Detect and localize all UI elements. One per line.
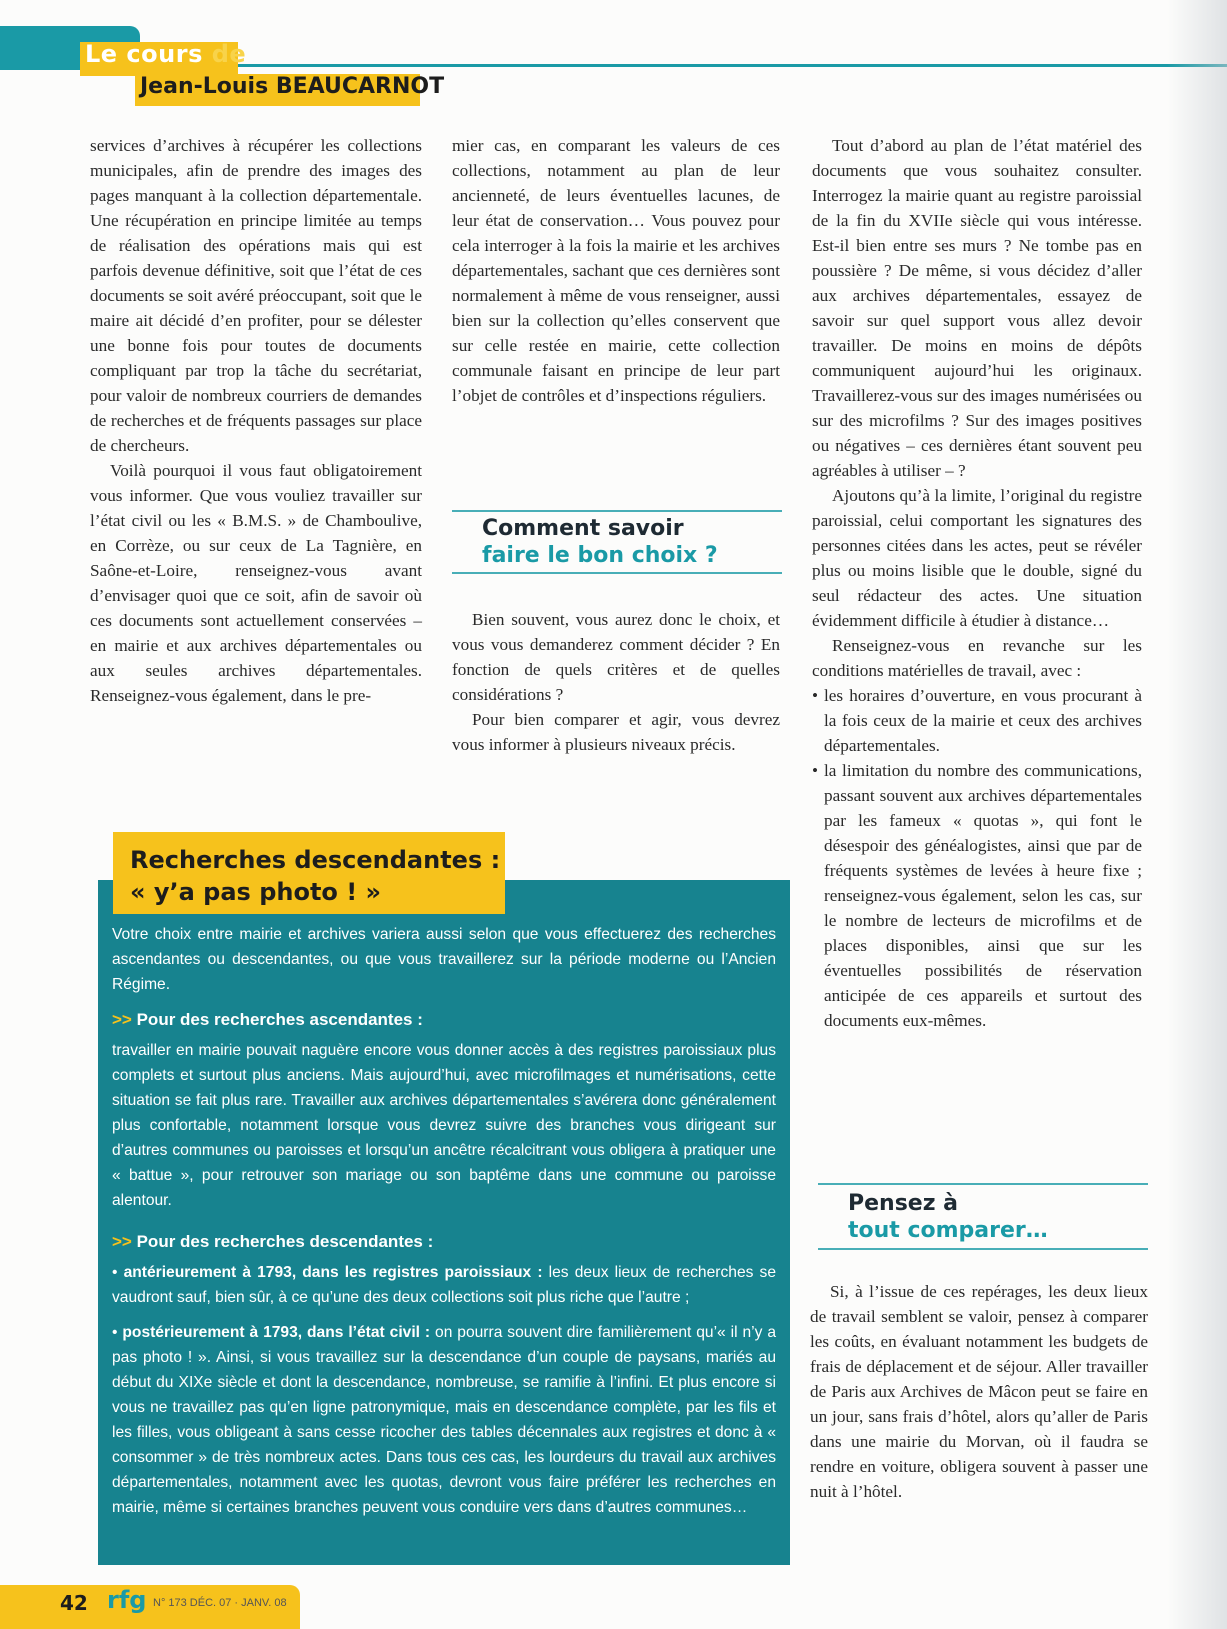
sidebar-subheading [112,1229,776,1254]
bullet-item: • la limitation du nombre des communications, passant souvent aux archives départementales par les fameux « quotas », qui font le désespoir des généalogistes, ainsi que par de fréquents systèmes de levées à heure fixe ; renseignez-vous également, selon les cas, sur le nombre de lecteurs de microfilms et de places disponibles, ainsi que sur les éventuelles possibilités de réservation anticipée de ces appareils et surtout des documents eux-mêmes. [812,758,1142,1033]
paragraph: mier cas, en comparant les valeurs de ces collections, notamment au plan de leur ancienneté, de leurs éventuelles lacunes, de leur état de conservation… Vous pouvez pour cela interroger à la fois la mairie et les archives départementales, sachant que ces dernières sont normalement à même de vous renseigner, aussi bien sur la collection qu’elles conservent que sur celle restée en mairie, cette collection communale faisant en principe de leur part l’objet de contrôles et d’inspections réguliers. [452,136,780,405]
section-heading-line1: Pensez à [848,1191,959,1216]
heading-rule-bottom [818,1248,1148,1250]
sidebar-intro: Votre choix entre mairie et archives variera aussi selon que vous effectuerez des recherches ascendantes ou descendantes, ou que vous travaillerez sur la période moderne ou l’Ancien Régime. [112,926,776,993]
column-title [85,40,246,68]
binding-shadow [1167,0,1227,1629]
paragraph: Pour bien comparer et agir, vous devrez vous informer à plusieurs niveaux précis. [452,710,780,754]
sidebar-subheading-text: Pour des recherches descendantes : [136,1232,434,1251]
paragraph: services d’archives à récupérer les collections municipales, afin de prendre des images des pages manquant à la collection départementale. Une récupération en principe limitée au temps de réalisation des opérations mais qui est parfois devenue définitive, soit que l’état de ces documents se soit avéré préoccupant, soit que le maire ait décidé d’en profiter, pour se délester une bonne fois pour toutes de documents compliquant par trop la tâche du secrétariat, pour valoir de nombreux courriers de demandes de recherches et de fréquents passages sur place de chercheurs. [90,136,422,455]
section-heading-comparer [848,1190,1048,1244]
column-title-text: Le cours [85,40,212,68]
paragraph: Si, à l’issue de ces repérages, les deux lieux de travail semblent se valoir, pensez à comparer les coûts, en évaluant notamment les budgets de frais de déplacement et de séjour. Aller travailler de Paris aux Archives de Mâcon peut se faire en un jour, sans frais d’hôtel, alors qu’aller de Paris dans une mairie du Morvan, où il faudra se rendre en voiture, obligera souvent à passer une nuit à l’hôtel. [810,1282,1148,1501]
sidebar-bullet: • antérieurement à 1793, dans les registres paroissiaux : les deux lieux de recherches se vaudront sauf, bien sûr, à ce qu’une des deux collections soit plus riche que l’autre ; [112,1264,776,1306]
bullet-text: on pourra souvent dire familièrement qu’« il n’y a pas photo ! ». Ainsi, si vous travaillez sur la descendance d’un couple de paysans, mariés au début du XIXe siècle et dont la descendance, nombreuse, se ramifie à l’infini. Et plus encore si vous ne travaillez pas qu’en ligne patronymique, mais en descendance complète, par les fils et les filles, vous obligeant à sans cesse ricocher des tables décennales aux registres et donc à « consommer » de très nombreux actes. Dans tous ces cas, les lourdeurs du travail aux archives départementales, notamment avec les quotas, devront vous faire préférer les recherches en mairie, même si certaines branches peuvent vous conduire vers dans d’autres communes… [112,1324,777,1516]
column-3-continued [810,1279,1148,1504]
brand-logo: rfg [107,1586,147,1614]
sidebar-title-line2: « y’a pas photo ! » [130,878,382,906]
column-title-de: de [211,40,247,68]
section-heading-line1: Comment savoir [482,516,684,541]
bullet-lead: antérieurement à 1793, dans les registres paroissiaux : [123,1264,543,1281]
heading-rule-top [452,510,782,512]
issue-info: N° 173 DÉC. 07 · JANV. 08 [153,1597,287,1609]
column-3 [812,133,1142,1033]
column-1 [90,133,422,708]
paragraph: Ajoutons qu’à la limite, l’original du registre paroissial, celui comportant les signatures des personnes citées dans les actes, peut se révéler plus ou moins lisible que le double, signé du seul rédacteur des actes. Une situation évidemment difficile à étudier à distance… [812,486,1142,630]
paragraph: Tout d’abord au plan de l’état matériel des documents que vous souhaitez consulter. Interrogez la mairie quant au registre paroissial de la fin du XVIIe siècle qui vous intéresse. Est-il bien entre ses murs ? Ne tombe pas en poussière ? De même, si vous décidez d’aller aux archives départementales, essayez de savoir sur quel support vous allez devoir travailler. De moins en moins de dépôts communiquent aujourd’hui les originaux. Travaillerez-vous sur des images numérisées ou sur des microfilms ? Sur des images positives ou négatives – ces dernières étant souvent peu agréables à utiliser – ? [812,136,1142,480]
bullet-lead: postérieurement à 1793, dans l’état civil : [122,1324,431,1341]
bullet-item: • les horaires d’ouverture, en vous procurant à la fois ceux de la mairie et ceux des archives départementales. [812,683,1142,758]
section-heading-choix [482,515,718,569]
arrow-icon: >> [112,1232,132,1251]
paragraph: Bien souvent, vous aurez donc le choix, et vous vous demanderez comment décider ? En fonction de quels critères et de quelles considérations ? [452,610,780,704]
sidebar-content [112,922,776,1530]
sidebar-bullet: • postérieurement à 1793, dans l’état civil : on pourra souvent dire familièrement qu’« il n’y a pas photo ! ». Ainsi, si vous travaillez sur la descendance d’un couple de paysans, mariés au début du XIXe siècle et dont la descendance, nombreuse, se ramifie à l’infini. Et plus encore si vous ne travaillez pas qu’en ligne patronymique, mais en descendance complète, par les fils et les filles, vous obligeant à sans cesse ricocher des tables décennales aux registres et donc à « consommer » de très nombreux actes. Dans tous ces cas, les lourdeurs du travail aux archives départementales, notamment avec les quotas, devront vous faire préférer les recherches en mairie, même si certaines branches peuvent vous conduire vers dans d’autres communes… [112,1324,777,1516]
sidebar-title [130,844,500,908]
paragraph: Renseignez-vous en revanche sur les conditions matérielles de travail, avec : [812,636,1142,680]
column-2-continued [452,607,780,757]
bullet-text: les deux lieux de recherches se vaudront sauf, bien sûr, à ce qu’une des deux collections soit plus riche que l’autre ; [112,1264,776,1306]
sidebar-subheading-text: Pour des recherches ascendantes : [136,1010,423,1029]
section-heading-line2: tout comparer… [848,1218,1048,1243]
paragraph: Voilà pourquoi il vous faut obligatoirement vous informer. Que vous vouliez travailler sur l’état civil ou les « B.M.S. » de Chamboulive, en Corrèze, ou sur ceux de La Tagnière, en Saône-et-Loire, renseignez-vous avant d’envisager quoi que ce soit, afin de savoir où ces documents sont actuellement conservées – en mairie et aux archives départementales ou aux seules archives départementales. Renseignez-vous également, dans le pre- [90,461,422,705]
heading-rule-top [818,1183,1148,1185]
sidebar-paragraph: travailler en mairie pouvait naguère encore vous donner accès à des registres paroissiaux plus complets et surtout plus anciens. Mais aujourd’hui, avec microfilmages et numérisations, cette situation se fait plus rare. Travailler aux archives départementales s’avérera donc généralement plus confortable, notamment lorsque vous devrez suivre des branches vous dirigeant sur d’autres communes ou paroisses et lorsqu’un ancêtre récalcitrant vous obligera à pratiquer une « battue », pour retrouver son mariage ou son baptême dans une commune ou paroisse alentour. [112,1042,776,1209]
section-heading-line2: faire le bon choix ? [482,543,718,568]
author-name: Jean-Louis BEAUCARNOT [140,74,445,99]
sidebar-subheading [112,1007,776,1032]
column-2 [452,133,780,408]
sidebar-title-line1: Recherches descendantes : [130,846,501,874]
heading-rule-bottom [452,572,782,574]
page-number: 42 [60,1591,88,1615]
arrow-icon: >> [112,1010,132,1029]
